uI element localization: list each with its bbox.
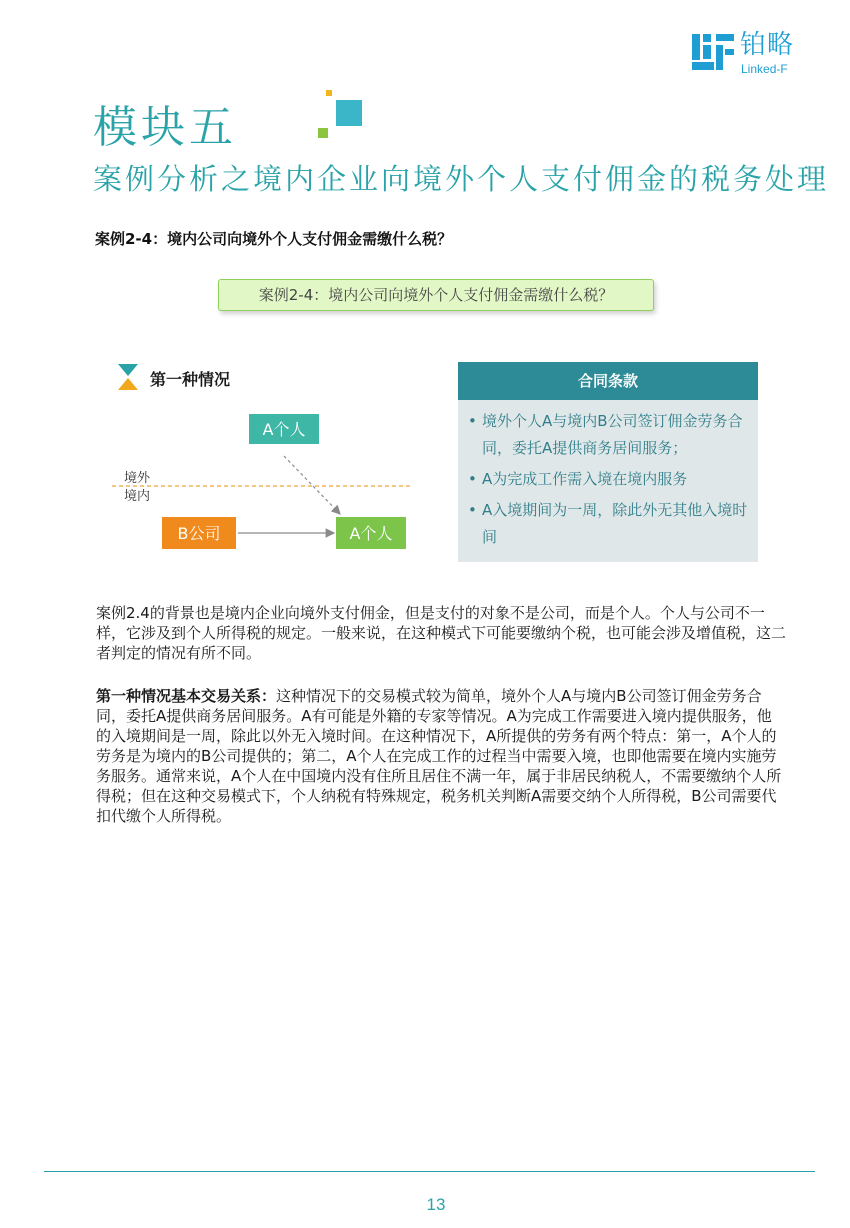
linked-f-logo-icon	[692, 32, 736, 72]
transaction-diagram	[112, 356, 430, 566]
module-subtitle: 案例分析之境内企业向境外个人支付佣金的税务处理	[93, 162, 830, 196]
module-title: 模块五	[93, 102, 237, 153]
brand-name-en: Linked-F	[741, 62, 788, 76]
brand-logo	[692, 30, 812, 76]
hourglass-icon	[118, 364, 138, 390]
list-item: • A入境期间为一周，除此外无其他入境时间	[468, 497, 752, 551]
page-number: 13	[426, 1195, 446, 1214]
list-item: • 境外个人A与境内B公司签订佣金劳务合同，委托A提供商务居间服务；	[468, 408, 752, 462]
case-heading: 案例2-4：境内公司向境外个人支付佣金需缴什么税？	[95, 230, 453, 248]
contract-terms-panel	[458, 362, 758, 562]
list-item: • A为完成工作需入境在境内服务	[468, 466, 752, 493]
inside-label: 境内	[124, 489, 151, 504]
bullet: •	[468, 470, 477, 488]
bullet: •	[468, 501, 477, 519]
paragraph-lead: 第一种情况基本交易关系：	[96, 687, 277, 705]
body-paragraph-1: 案例2.4的背景也是境内企业向境外支付佣金，但是支付的对象不是公司，而是个人。个人与公司不一样，它涉及到个人所得税的规定。一般来说，在这种模式下可能要缴纳个税，也可能会涉及增值税，这二者判定的情况有所不同。	[96, 604, 787, 662]
box-a-inside-label: A个人	[349, 524, 393, 543]
paragraph-text: 这种情况下的交易模式较为简单，境外个人A与境内B公司签订佣金劳务合同，委托A提供商务居间服务。A有可能是外籍的专家等情况。A为完成工作需要进入境内提供服务，他的入境期间是一周，除此以外无入境时间。在这种情况下，A所提供的劳务有两个特点：第一，A个人的劳务是为境内的B公司提供的；第二，A个人在完成工作的过程当中需要入境，也即他需要在境内实施劳务服务。通常来说，A个人在中国境内没有住所且居住不满一年，属于非居民纳税人，不需要缴纳个人所得税；但在这种交易模式下，个人纳税有特殊规定，税务机关判断A需要交纳个人所得税，B公司需要代扣代缴个人所得税。	[96, 687, 782, 825]
body-paragraph-2	[96, 686, 786, 826]
box-b-label: B公司	[177, 524, 221, 543]
box-a-outside	[249, 414, 319, 444]
box-b-company	[162, 517, 236, 549]
contract-terms-list	[468, 408, 752, 555]
box-a-outside-label: A个人	[262, 420, 306, 439]
entry-arrow	[284, 456, 340, 514]
brand-name-cn: 铂略	[740, 30, 795, 60]
outside-label: 境外	[124, 471, 151, 486]
box-a-inside	[336, 517, 406, 549]
decorative-squares-icon	[318, 90, 368, 142]
footer-divider	[44, 1171, 815, 1172]
case-banner: 案例2-4：境内公司向境外个人支付佣金需缴什么税？	[218, 279, 654, 311]
scenario-label: 第一种情况	[150, 370, 231, 389]
contract-terms-header: 合同条款	[458, 362, 758, 400]
bullet: •	[468, 412, 477, 430]
